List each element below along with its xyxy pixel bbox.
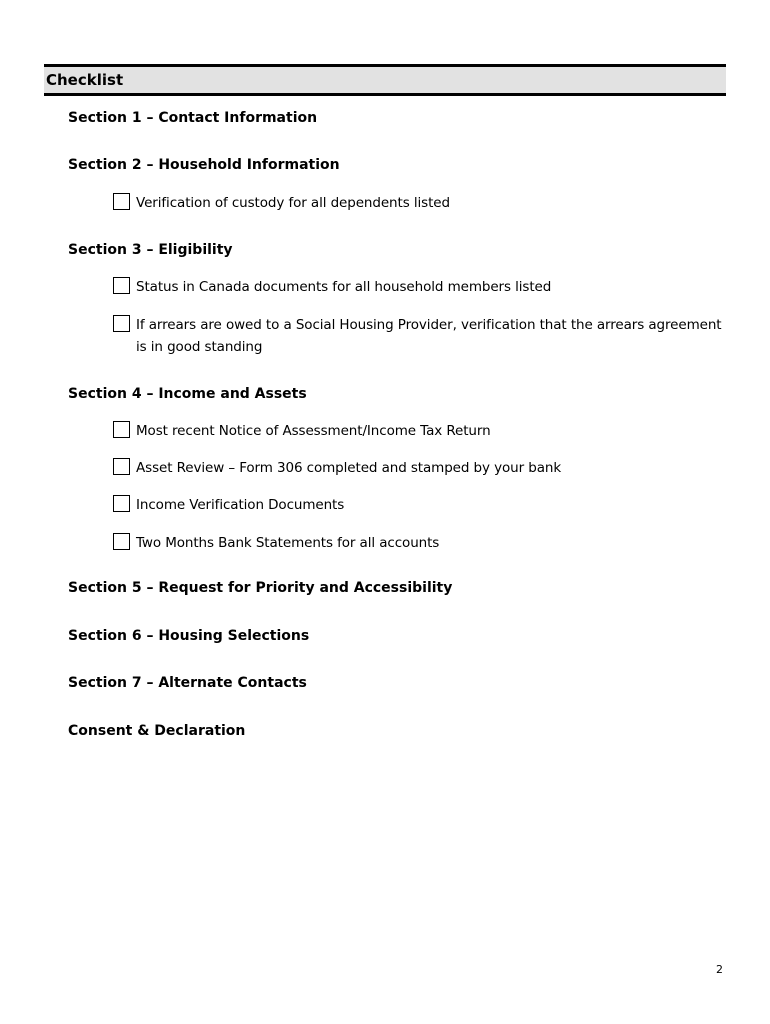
checkbox-custody-verification[interactable] (113, 193, 130, 210)
section-heading-contact-information: Section 1 – Contact Information (68, 110, 318, 126)
checklist-item-label: Status in Canada documents for all household members listed (136, 279, 552, 295)
checklist-item-custody-verification (113, 192, 728, 214)
checklist-item-label: If arrears are owed to a Social Housing Provider, verification that the arrears agreement is in good standing (136, 317, 722, 355)
checkbox-income-verification[interactable] (113, 495, 130, 512)
checklist-item-status-in-canada (113, 276, 728, 298)
checklist-item-label: Asset Review – Form 306 completed and stamped by your bank (136, 460, 562, 476)
checkbox-bank-statements[interactable] (113, 533, 130, 550)
checklist-item-notice-of-assessment (113, 420, 728, 442)
page-title: Checklist (46, 71, 124, 89)
section-heading-eligibility: Section 3 – Eligibility (68, 242, 233, 258)
section-heading-housing-selections: Section 6 – Housing Selections (68, 628, 310, 644)
checklist-item-label: Income Verification Documents (136, 497, 345, 513)
checklist-item-label: Verification of custody for all dependents listed (136, 195, 450, 211)
page-number: 2 (716, 963, 723, 976)
section-heading-household-information: Section 2 – Household Information (68, 157, 340, 173)
checklist-item-asset-review (113, 457, 728, 479)
section-heading-consent-declaration: Consent & Declaration (68, 723, 246, 739)
checklist-item-income-verification (113, 494, 728, 516)
checklist-item-bank-statements (113, 532, 728, 554)
checkbox-status-in-canada[interactable] (113, 277, 130, 294)
checklist-item-label: Two Months Bank Statements for all accounts (136, 535, 440, 551)
checkbox-notice-of-assessment[interactable] (113, 421, 130, 438)
checklist-item-arrears-agreement (113, 314, 728, 358)
checklist-header-bar (44, 64, 726, 96)
checklist-item-label: Most recent Notice of Assessment/Income Tax Return (136, 423, 491, 439)
checkbox-arrears-agreement[interactable] (113, 315, 130, 332)
section-heading-priority-accessibility: Section 5 – Request for Priority and Accessibility (68, 580, 453, 596)
section-heading-income-and-assets: Section 4 – Income and Assets (68, 386, 307, 402)
checkbox-asset-review[interactable] (113, 458, 130, 475)
section-heading-alternate-contacts: Section 7 – Alternate Contacts (68, 675, 307, 691)
